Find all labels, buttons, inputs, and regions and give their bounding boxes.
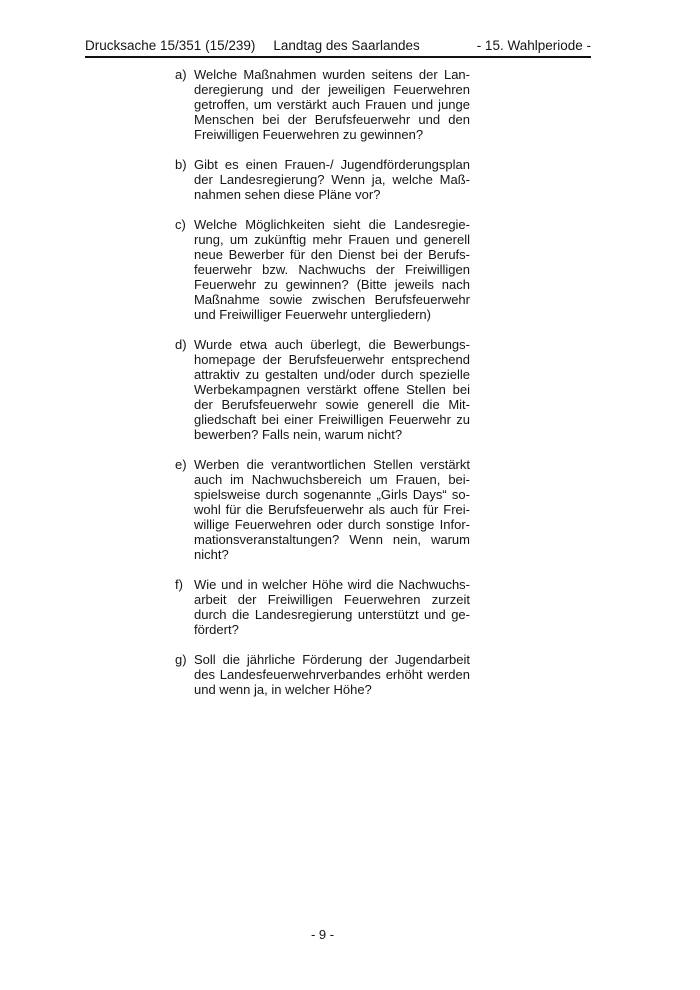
question-item: [175, 67, 470, 142]
question-item: [175, 157, 470, 202]
text-line: Maßnahme sowie zwischen Berufsfeuerwehr: [194, 292, 470, 307]
text-line: getroffen, um verstärkt auch Frauen und junge: [194, 97, 470, 112]
question-text: [194, 157, 470, 202]
text-line: Wurde etwa auch überlegt, die Bewerbungs-: [194, 337, 470, 352]
text-line: und wenn ja, in welcher Höhe?: [194, 682, 372, 697]
question-label: e): [175, 457, 187, 472]
text-line: mationsveranstaltungen? Wenn nein, warum: [194, 532, 470, 547]
question-text: [194, 457, 470, 562]
question-list: [175, 67, 470, 712]
text-line: durch die Landesregierung unterstützt und ge-: [194, 607, 470, 622]
text-line: homepage der Berufsfeuerwehr entsprechend: [194, 352, 470, 367]
text-line: Menschen bei der Berufsfeuerwehr und den: [194, 112, 470, 127]
question-label: a): [175, 67, 187, 82]
text-line: Gibt es einen Frauen-/ Jugendförderungsplan: [194, 157, 470, 172]
question-label: g): [175, 652, 187, 667]
text-line: Wie und in welcher Höhe wird die Nachwuchs-: [194, 577, 470, 592]
text-line: nicht?: [194, 547, 229, 562]
text-line: nahmen sehen diese Pläne vor?: [194, 187, 381, 202]
text-line: attraktiv zu gestalten und/oder durch spezielle: [194, 367, 470, 382]
question-item: [175, 217, 470, 322]
header-legislative-period: - 15. Wahlperiode -: [476, 38, 591, 53]
text-line: spielsweise durch sogenannte „Girls Days“ so-: [194, 487, 470, 502]
text-line: fördert?: [194, 622, 239, 637]
question-label: f): [175, 577, 183, 592]
text-line: arbeit der Freiwilligen Feuerwehren zurzeit: [194, 592, 470, 607]
text-line: Welche Maßnahmen wurden seitens der Lan-: [194, 67, 470, 82]
page-header: [85, 39, 591, 58]
page-number: - 9 -: [310, 927, 335, 942]
text-line: Werben die verantwortlichen Stellen verstärkt: [194, 457, 470, 472]
text-line: Feuerwehr zu gewinnen? (Bitte jeweils nach: [194, 277, 470, 292]
question-label: d): [175, 337, 187, 352]
question-item: [175, 457, 470, 562]
text-line: des Landesfeuerwehrverbandes erhöht werden: [194, 667, 470, 682]
question-label: c): [175, 217, 186, 232]
question-text: [194, 577, 470, 637]
text-line: wohl für die Berufsfeuerwehr als auch für Frei-: [194, 502, 470, 517]
text-line: neue Bewerber für den Dienst bei der Berufs-: [194, 247, 470, 262]
text-line: Soll die jährliche Förderung der Jugendarbeit: [194, 652, 470, 667]
question-text: [194, 67, 470, 142]
text-line: Welche Möglichkeiten sieht die Landesregie-: [194, 217, 470, 232]
header-institution: Landtag des Saarlandes: [273, 38, 420, 53]
question-item: [175, 652, 470, 697]
text-line: und Freiwilliger Feuerwehr untergliedern): [194, 307, 431, 322]
text-line: der Berufsfeuerwehr sowie generell die Mit-: [194, 397, 470, 412]
header-docket-number: Drucksache 15/351 (15/239): [85, 38, 256, 53]
page-footer: [175, 927, 470, 942]
text-line: Werbekampagnen verstärkt offene Stellen bei: [194, 382, 470, 397]
question-text: [194, 652, 470, 697]
text-line: Freiwilligen Feuerwehren zu gewinnen?: [194, 127, 424, 142]
question-text: [194, 337, 470, 442]
text-line: deregierung und der jeweiligen Feuerwehren: [194, 82, 470, 97]
question-item: [175, 337, 470, 442]
text-line: bewerben? Falls nein, warum nicht?: [194, 427, 403, 442]
text-line: rung, um zukünftig mehr Frauen und generell: [194, 232, 470, 247]
question-label: b): [175, 157, 187, 172]
text-line: feuerwehr bzw. Nachwuchs der Freiwilligen: [194, 262, 470, 277]
question-text: [194, 217, 470, 322]
text-line: auch im Nachwuchsbereich um Frauen, bei-: [194, 472, 470, 487]
text-line: willige Feuerwehren oder durch sonstige Infor-: [194, 517, 470, 532]
question-item: [175, 577, 470, 637]
text-line: der Landesregierung? Wenn ja, welche Maß-: [194, 172, 470, 187]
text-line: gliedschaft bei einer Freiwilligen Feuerwehr zu: [194, 412, 470, 427]
